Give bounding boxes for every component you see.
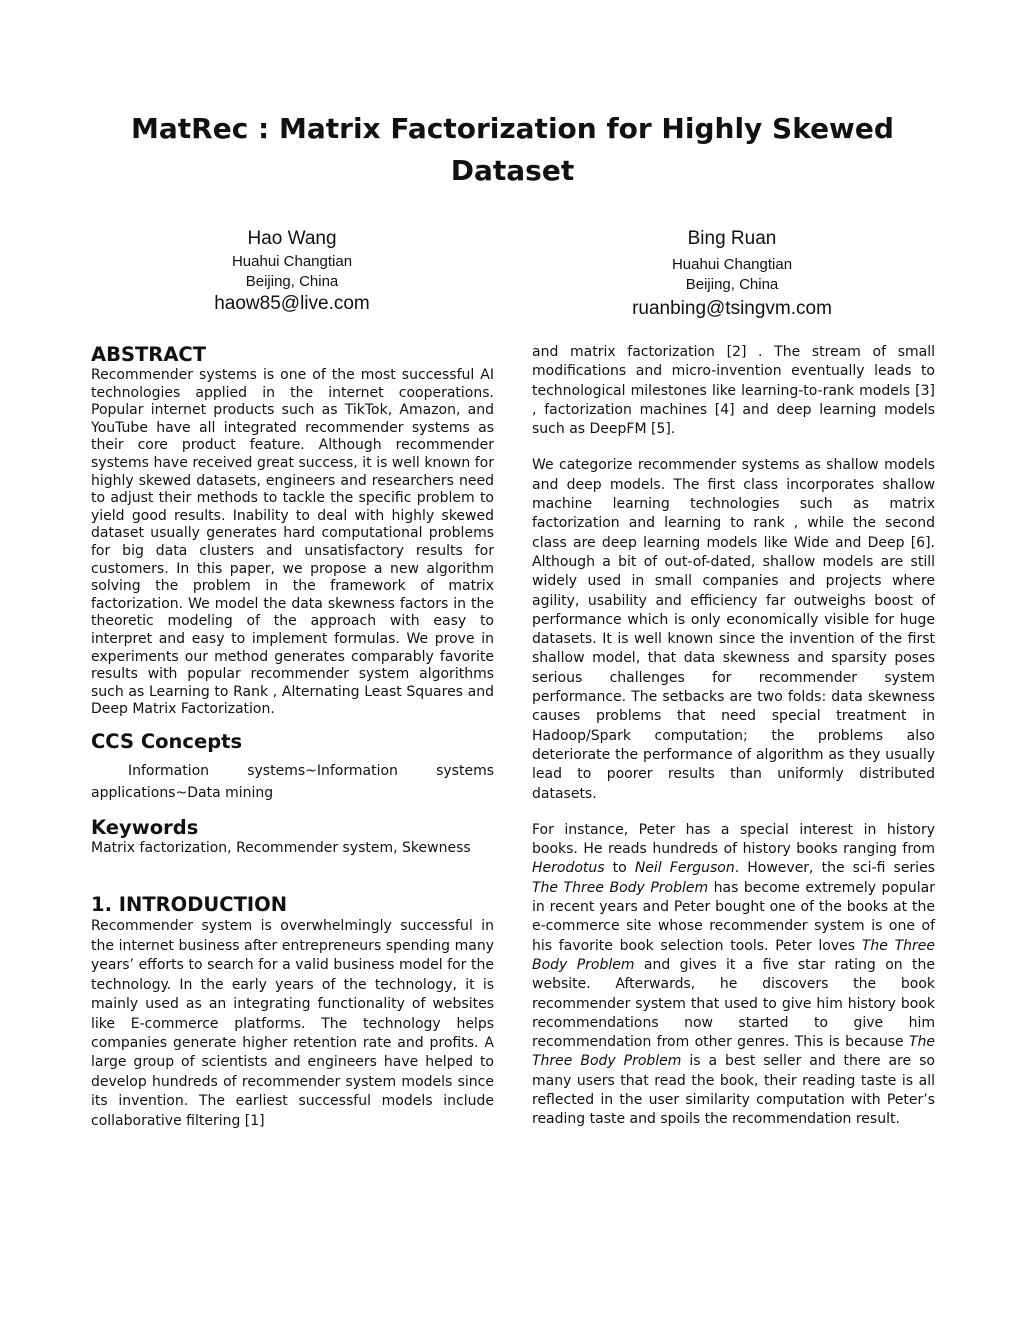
text-span: is a best seller and there are so many users that read the book, their reading taste is all reflected in the user similarity computation with Peter’s reading taste and spoils the recommendation result. [532,1053,935,1128]
author-block [192,226,392,316]
author-location: Beijing, China [685,276,779,293]
text-span: . However, the sci-fi series [734,860,935,877]
abstract-text: Recommender systems is one of the most successful AI technologies applied in the internet cooperations. Popular internet products such as TikTok, Amazon, and YouTube have all integrated recommender systems as their core product feature. Although recommender systems have received great success, it is well known for highly skewed datasets, engineers and researchers need to adjust their methods to tackle the specific problem to yield good results. Inability to deal with highly skewed dataset usually generates hard computational problems for big data clusters and unsatisfactory results for customers. In this paper, we propose a new algorithm solving the problem in the framework of matrix factorization. We model the data skewness factors in the theoretic modeling of the approach with easy to interpret and easy to implement formulas. We prove in experiments our method generates comparably favorite results with popular recommender system algorithms such as Learning to Rank , Alternating Least Squares and Deep Matrix Factorization. [91,367,494,718]
author-block [612,226,852,321]
text-span: and gives it a five star rating on the website. Afterwards, he discovers the book recommender system that used to give him history book recommendations now started to give him recommendation from other genres. This is because [532,956,935,1051]
text-span: For instance, Peter has a special interest in history books. He reads hundreds of history books ranging from [532,821,935,858]
author-affiliation: Huahui Changtian [231,253,353,270]
intro-paragraph: Recommender system is overwhelmingly successful in the internet business after entrepreneurs spending many years’ efforts to search for a valid business model for the technology. In the early years of the technology, it is mainly used as an integrating functionality of websites like E-commerce platforms. The technology helps companies generate higher retention rate and profits. A large group of scientists and engineers have helped to develop hundreds of recommender system models since its invention. The earliest successful models include collaborative filtering [1] [91,918,494,1129]
emphasis: The Three Body Problem [532,937,935,973]
emphasis: Neil Ferguson [634,860,735,877]
keywords-text: Matrix factorization, Recommender system, Skewness [91,839,471,856]
author-affiliation: Huahui Changtian [671,256,793,273]
text-span: to [604,860,635,877]
paper-title: MatRec : Matrix Factorization for Highly Skewed Dataset [131,112,894,187]
ccs-heading: CCS Concepts [91,729,243,753]
intro-example-paragraph [532,821,935,1130]
ccs-text: Information systems~Information systems applications~Data mining [91,762,494,801]
abstract-heading: ABSTRACT [91,343,207,366]
emphasis: The Three Body Problem [532,879,709,896]
right-column [532,343,935,1130]
introduction-heading: 1. INTRODUCTION [91,893,288,917]
emphasis: Herodotus [532,860,605,877]
author-name: Hao Wang [247,228,337,249]
author-location: Beijing, China [245,273,339,290]
author-email: ruanbing@tsingvm.com [632,298,832,319]
keywords-heading: Keywords [91,815,199,839]
text-span: has become extremely popular in recent years and Peter bought one of the books at the e-commerce site whose recommender system is one of his favorite book selection tools. Peter loves [532,879,935,954]
emphasis: The Three Body Problem [532,1034,935,1070]
author-email: haow85@live.com [214,293,370,314]
left-column [91,343,494,1131]
intro-paragraph: We categorize recommender systems as shallow models and deep models. The first class incorporates shallow machine learning technologies such as matrix factorization and learning to rank , while the second class are deep learning models like Wide and Deep [6]. Although a bit of out-of-dated, shallow models are still widely used in small companies and projects where agility, usability and efficiency far outweighs boost of performance which is only economically visible for huge datasets. It is well known since the invention of the first shallow model, that data skewness and sparsity poses serious challenges for recommender system performance. The setbacks are two folds: data skewness causes problems that need special treatment in Hadoop/Spark computation; the problems also deteriorate the performance of algorithm as they usually lead to poorer results than uniformly distributed datasets. [532,457,935,802]
intro-paragraph-continued: and matrix factorization [2] . The stream of small modifications and micro-invention eventually leads to technological milestones like learning-to-rank models [3] , factorization machines [4] and deep learning models such as DeepFM [5]. [532,344,935,438]
author-name: Bing Ruan [687,228,777,249]
